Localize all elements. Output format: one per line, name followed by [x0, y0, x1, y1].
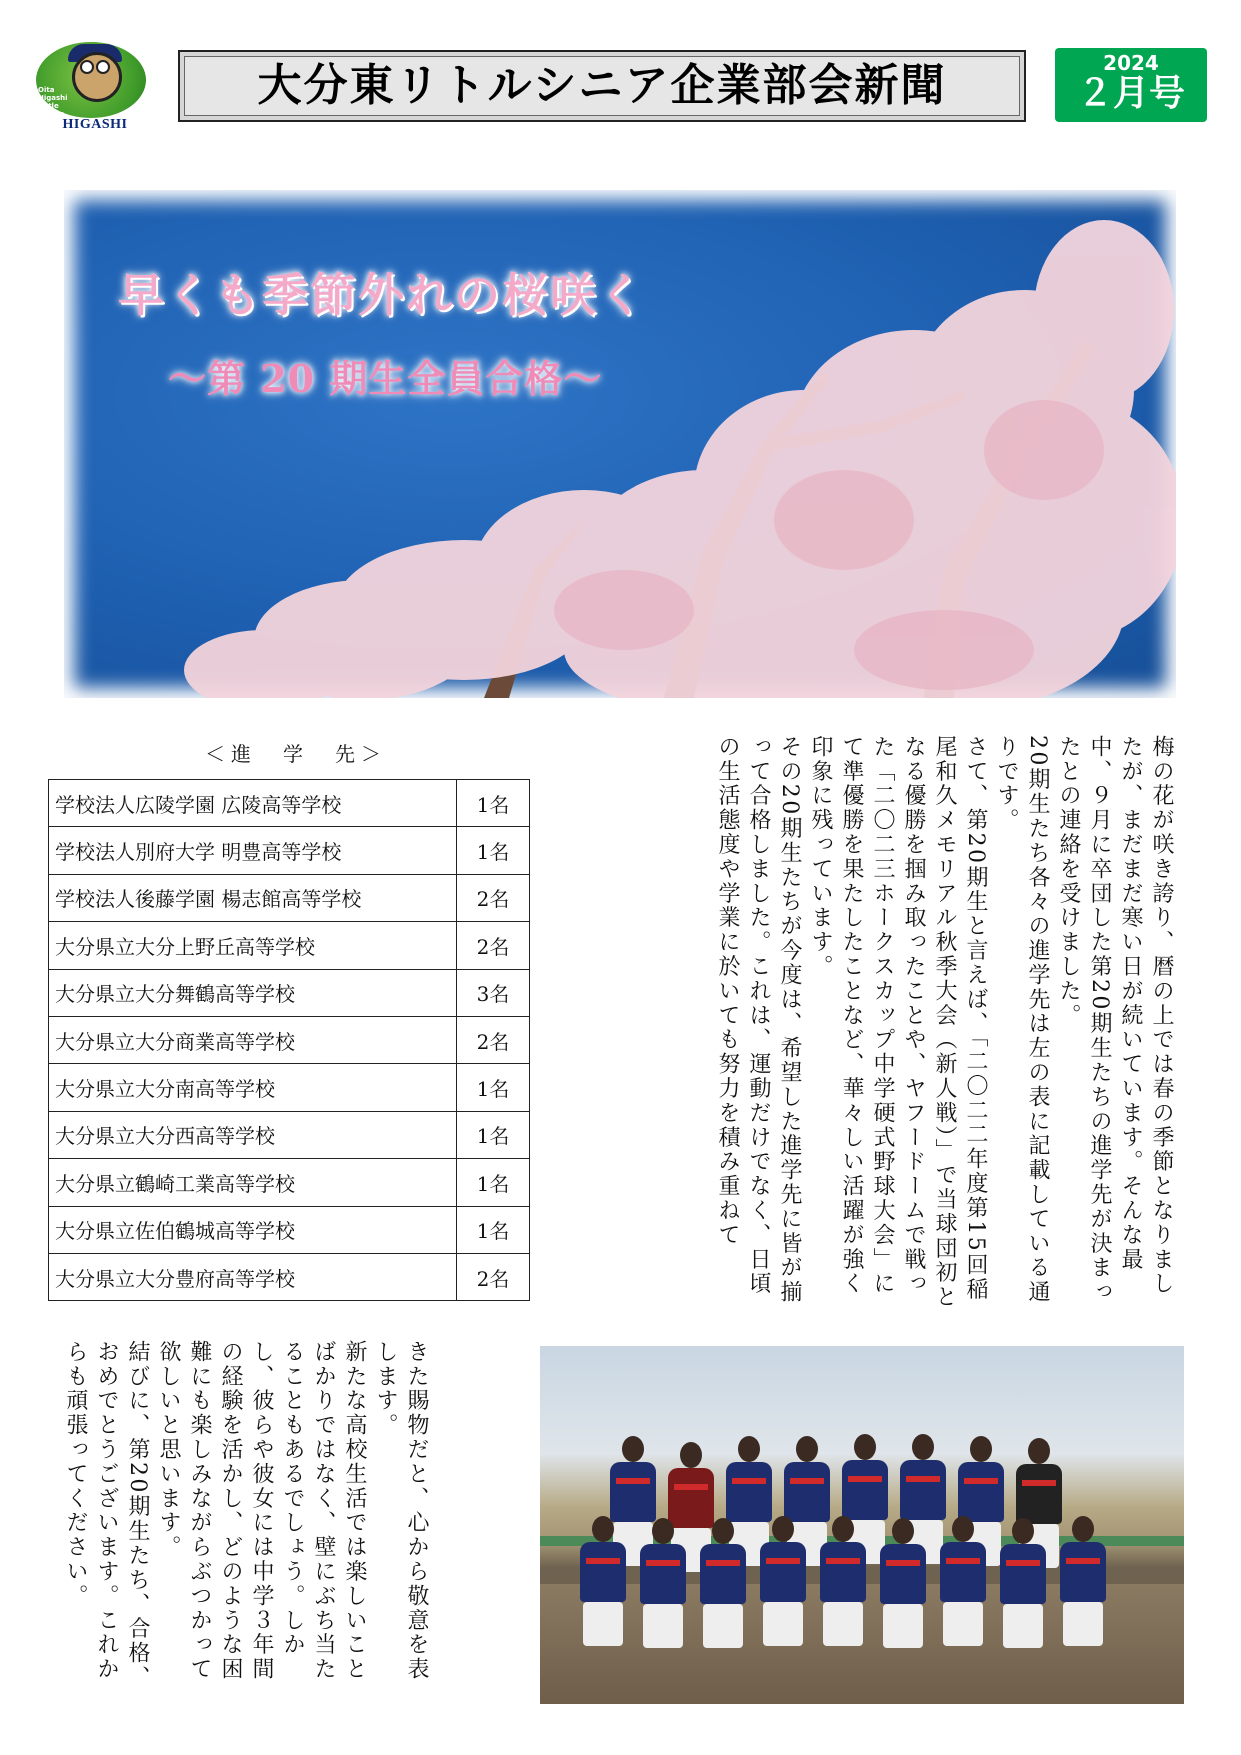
- headline: 早くも季節外れの桜咲く: [118, 268, 646, 322]
- school-name: 大分県立大分商業高等学校: [49, 1016, 457, 1063]
- issue-year: 2024: [1103, 51, 1159, 75]
- team-photo: [540, 1346, 1184, 1704]
- table-caption: ＜進 学 先＞: [205, 742, 387, 766]
- cherry-blossom-illustration: [64, 190, 1176, 698]
- paragraph: 梅の花が咲き誇り、暦の上では春の季節となりましたが、まだまだ寒い日が続いています。そんな最中、９月に卒団した第20期生たちの進学先が決まったとの連絡を受けました。: [1056, 735, 1174, 1305]
- table-row: [49, 1111, 530, 1158]
- table-row: [49, 827, 530, 874]
- hero-image: [64, 190, 1176, 698]
- student-count: 2名: [457, 1016, 530, 1063]
- subheadline: ～第 20 期生全員合格～: [168, 356, 603, 401]
- school-name: 大分県立大分南高等学校: [49, 1064, 457, 1111]
- logo-small-text: Oita Higashi Little Senior: [38, 86, 68, 118]
- student-count: 2名: [457, 874, 530, 921]
- issue-month: ２月号: [1076, 73, 1185, 114]
- table-row: [49, 922, 530, 969]
- table-row: [49, 1016, 530, 1063]
- table-row: [49, 1206, 530, 1253]
- school-name: 学校法人別府大学 明豊高等学校: [49, 827, 457, 874]
- player-figure: [640, 1518, 686, 1648]
- logo-eye-icon: [96, 60, 110, 74]
- school-name: 大分県立大分豊府高等学校: [49, 1253, 457, 1300]
- school-name: 大分県立佐伯鶴城高等学校: [49, 1206, 457, 1253]
- student-count: 3名: [457, 969, 530, 1016]
- paragraph: 新たな高校生活では楽しいことばかりではなく、壁にぶち当たることもあるでしょう。しかし、彼らや彼女には中学３年間の経験を活かし、どのような困難にも楽しみながらぶつかって欲しいと思います。: [156, 1340, 367, 1682]
- logo-text: HIGASHI: [62, 117, 128, 132]
- school-name: 大分県立鶴崎工業高等学校: [49, 1159, 457, 1206]
- player-figure: [940, 1516, 986, 1646]
- player-figure: [820, 1516, 866, 1646]
- player-figure: [580, 1516, 626, 1646]
- table-row: [49, 1159, 530, 1206]
- logo-eye-icon: [80, 60, 94, 74]
- player-figure: [700, 1518, 746, 1648]
- newspaper-title: 大分東リトルシニア企業部会新聞: [184, 56, 1020, 116]
- table-row: [49, 874, 530, 921]
- table-row: [49, 1253, 530, 1300]
- paragraph: さて、第20期生と言えば、「二〇二二年度第15回稲尾和久メモリアル秋季大会（新人戦）」で当球団初となる優勝を掴み取ったことや、ヤフードームで戦った「二〇二三ホークスカップ中学硬式野球大会」にて準優勝を果たしたことなど、華々しい活躍が強く印象に残っています。: [808, 735, 988, 1310]
- student-count: 1名: [457, 827, 530, 874]
- student-count: 2名: [457, 922, 530, 969]
- paragraph: 20期生たち各々の進学先は左の表に記載している通りです。: [994, 735, 1050, 1305]
- player-figure: [1000, 1518, 1046, 1648]
- school-name: 学校法人後藤学園 楊志館高等学校: [49, 874, 457, 921]
- student-count: 2名: [457, 1253, 530, 1300]
- student-count: 1名: [457, 1064, 530, 1111]
- masthead: [178, 50, 1026, 122]
- student-count: 1名: [457, 1111, 530, 1158]
- logo-mascot-icon: [72, 52, 122, 102]
- student-count: 1名: [457, 1206, 530, 1253]
- school-name: 大分県立大分舞鶴高等学校: [49, 969, 457, 1016]
- school-name: 大分県立大分西高等学校: [49, 1111, 457, 1158]
- table-row: [49, 969, 530, 1016]
- article-body-top: [712, 735, 1177, 1315]
- table-row: [49, 780, 530, 827]
- issue-date-badge: [1055, 48, 1207, 122]
- paragraph: 結びに、第20期生たち、合格、おめでとうございます。これからも頑張ってください。: [63, 1340, 150, 1690]
- school-name: 大分県立大分上野丘高等学校: [49, 922, 457, 969]
- student-count: 1名: [457, 780, 530, 827]
- player-figure: [760, 1516, 806, 1646]
- school-table: [48, 779, 530, 1301]
- article-body-bottom: [60, 1340, 432, 1700]
- player-figure: [880, 1518, 926, 1648]
- student-count: 1名: [457, 1159, 530, 1206]
- player-figure: [1060, 1516, 1106, 1646]
- team-logo: [28, 42, 156, 132]
- paragraph: きた賜物だと、心から敬意を表します。: [373, 1340, 429, 1682]
- paragraph: その20期生たちが今度は、希望した進学先に皆が揃って合格しました。これは、運動だけでなく、日頃の生活態度や学業に於いても努力を積み重ねて: [715, 735, 802, 1305]
- school-name: 学校法人広陵学園 広陵高等学校: [49, 780, 457, 827]
- table-row: [49, 1064, 530, 1111]
